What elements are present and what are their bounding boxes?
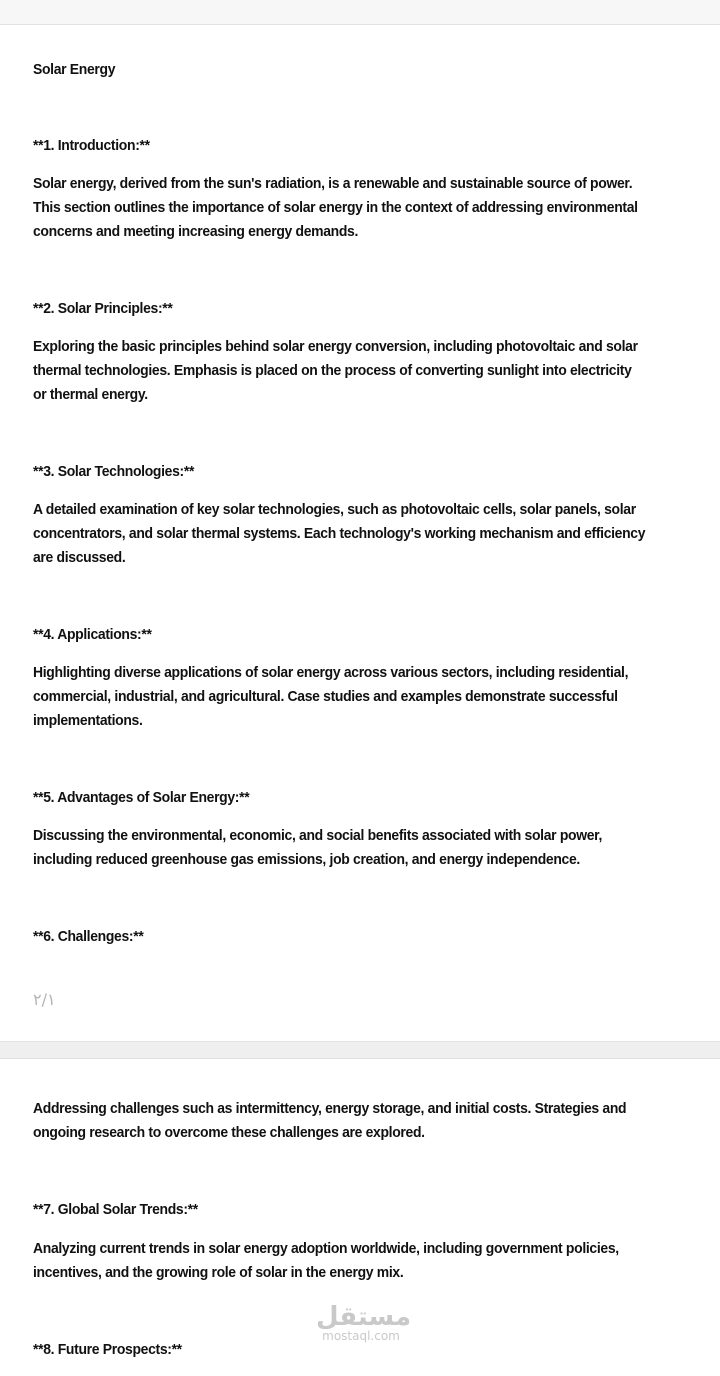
section-body: Highlighting diverse applications of solar energy across various sectors, including residential, commercial, industrial, and agricultural. Case studies and examples demonstrate successful implementations. bbox=[33, 664, 629, 729]
watermark-brand-latin: mostaql.com bbox=[322, 1329, 400, 1343]
section-heading: **5. Advantages of Solar Energy:** bbox=[33, 789, 250, 806]
section-heading: **1. Introduction:** bbox=[33, 137, 150, 154]
document-title: Solar Energy bbox=[33, 61, 116, 78]
page-number: ٢/١ bbox=[33, 990, 56, 1009]
section-body: Exploring the basic principles behind solar energy conversion, including photovoltaic and solar thermal technologies. Emphasis is placed on the process of converting sunlight into electricity or thermal energy. bbox=[33, 338, 638, 403]
mostaql-watermark bbox=[316, 1302, 412, 1343]
page-separator bbox=[0, 1041, 720, 1059]
section-body: Analyzing current trends in solar energy adoption worldwide, including government policies, incentives, and the growing role of solar in the energy mix. bbox=[33, 1240, 619, 1281]
section-body: Addressing challenges such as intermittency, energy storage, and initial costs. Strategies and ongoing research to overcome these challenges are explored. bbox=[33, 1100, 627, 1141]
section-heading: **3. Solar Technologies:** bbox=[33, 463, 195, 480]
section-body: Discussing the environmental, economic, and social benefits associated with solar power, including reduced greenhouse gas emissions, job creation, and energy independence. bbox=[33, 827, 603, 868]
section-heading: **2. Solar Principles:** bbox=[33, 300, 173, 317]
watermark-brand-arabic: مستقل bbox=[316, 1302, 412, 1332]
viewer-top-bar bbox=[0, 0, 720, 25]
section-heading: **7. Global Solar Trends:** bbox=[33, 1201, 198, 1218]
section-heading: **6. Challenges:** bbox=[33, 928, 144, 945]
section-body: Solar energy, derived from the sun's radiation, is a renewable and sustainable source of power. This section outlines the importance of solar energy in the context of addressing environmental concerns and meeting increasing energy demands. bbox=[33, 175, 638, 240]
section-heading: **4. Applications:** bbox=[33, 626, 152, 643]
section-heading: **8. Future Prospects:** bbox=[33, 1341, 182, 1358]
section-body: A detailed examination of key solar technologies, such as photovoltaic cells, solar panels, solar concentrators, and solar thermal systems. Each technology's working mechanism and efficiency are discussed. bbox=[33, 501, 646, 566]
